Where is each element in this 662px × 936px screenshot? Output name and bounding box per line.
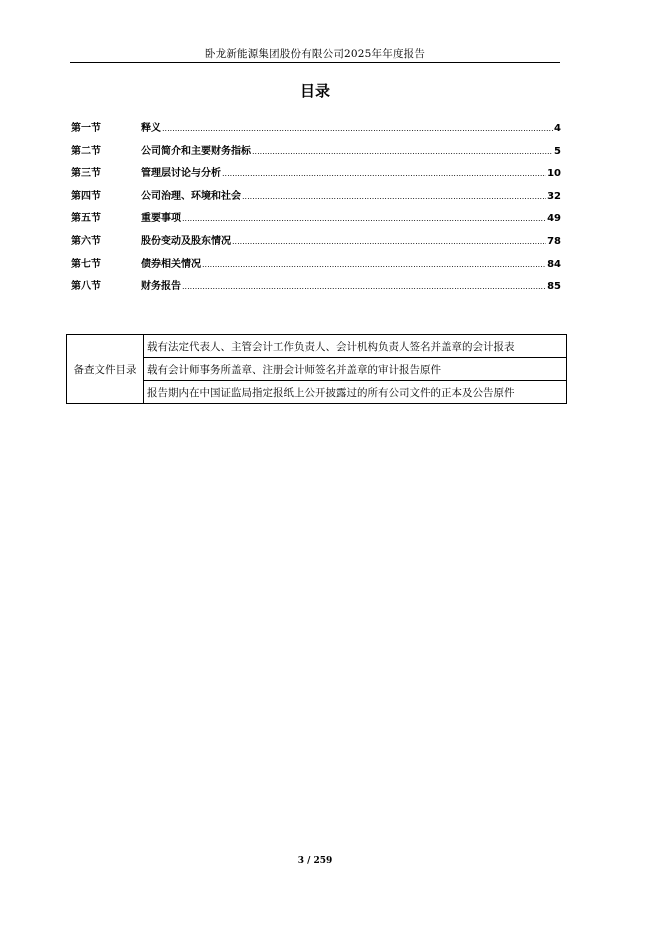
toc-section-title: 财务报告: [141, 281, 181, 293]
toc-leader-dots: [242, 191, 546, 202]
running-header: 卧龙新能源集团股份有限公司2025年年度报告: [204, 48, 426, 60]
toc-heading: 目录: [299, 82, 330, 100]
toc-leader-dots: [232, 236, 546, 247]
toc-section-title: 公司治理、环境和社会: [141, 190, 241, 202]
toc-section-title: 公司简介和主要财务指标: [141, 145, 251, 157]
toc-page-number: 5: [554, 145, 561, 157]
toc-entry[interactable]: [71, 164, 561, 187]
toc-section-title: 债券相关情况: [141, 258, 201, 270]
toc-section-title: 管理层讨论与分析: [141, 168, 221, 180]
toc-section-number: 第二节: [71, 145, 101, 157]
table-of-contents: [71, 119, 561, 300]
table-row: [67, 335, 567, 358]
toc-entry[interactable]: [71, 277, 561, 300]
reference-document-item: 载有法定代表人、主管会计工作负责人、会计机构负责人签名并盖章的会计报表: [144, 335, 567, 358]
toc-entry[interactable]: [71, 232, 561, 255]
page-number: 3 / 259: [297, 856, 333, 866]
toc-page-number: 85: [547, 281, 561, 293]
toc-section-number: 第六节: [71, 235, 101, 247]
reference-document-item: 报告期内在中国证监局指定报纸上公开披露过的所有公司文件的正本及公告原件: [144, 381, 567, 404]
toc-entry[interactable]: [71, 142, 561, 165]
toc-entry[interactable]: [71, 187, 561, 210]
toc-section-title: 股份变动及股东情况: [141, 235, 231, 247]
toc-page-number: 4: [554, 123, 561, 134]
toc-leader-dots: [202, 259, 546, 270]
toc-leader-dots: [222, 168, 546, 179]
reference-document-item: 载有会计师事务所盖章、注册会计师签名并盖章的审计报告原件: [144, 358, 567, 381]
toc-section-number: 第七节: [71, 258, 101, 270]
toc-entry[interactable]: [71, 255, 561, 278]
reference-documents-label: 备查文件目录: [67, 335, 144, 404]
toc-section-number: 第四节: [71, 190, 101, 202]
toc-page-number: 49: [547, 213, 561, 225]
toc-page-number: 78: [547, 235, 561, 247]
reference-documents-table: [66, 334, 567, 404]
toc-section-title: 重要事项: [141, 213, 181, 225]
toc-section-number: 第五节: [71, 213, 101, 225]
toc-section-number: 第一节: [71, 123, 101, 134]
toc-section-number: 第八节: [71, 281, 101, 293]
toc-page-number: 84: [547, 258, 561, 270]
header-rule: [70, 62, 560, 63]
toc-leader-dots: [162, 123, 553, 134]
toc-leader-dots: [182, 213, 546, 224]
toc-page-number: 10: [547, 168, 561, 180]
toc-leader-dots: [182, 281, 546, 292]
toc-entry[interactable]: [71, 209, 561, 232]
toc-page-number: 32: [547, 190, 561, 202]
toc-section-title: 释义: [141, 123, 161, 134]
toc-section-number: 第三节: [71, 168, 101, 180]
toc-leader-dots: [252, 146, 553, 157]
toc-entry[interactable]: [71, 119, 561, 142]
